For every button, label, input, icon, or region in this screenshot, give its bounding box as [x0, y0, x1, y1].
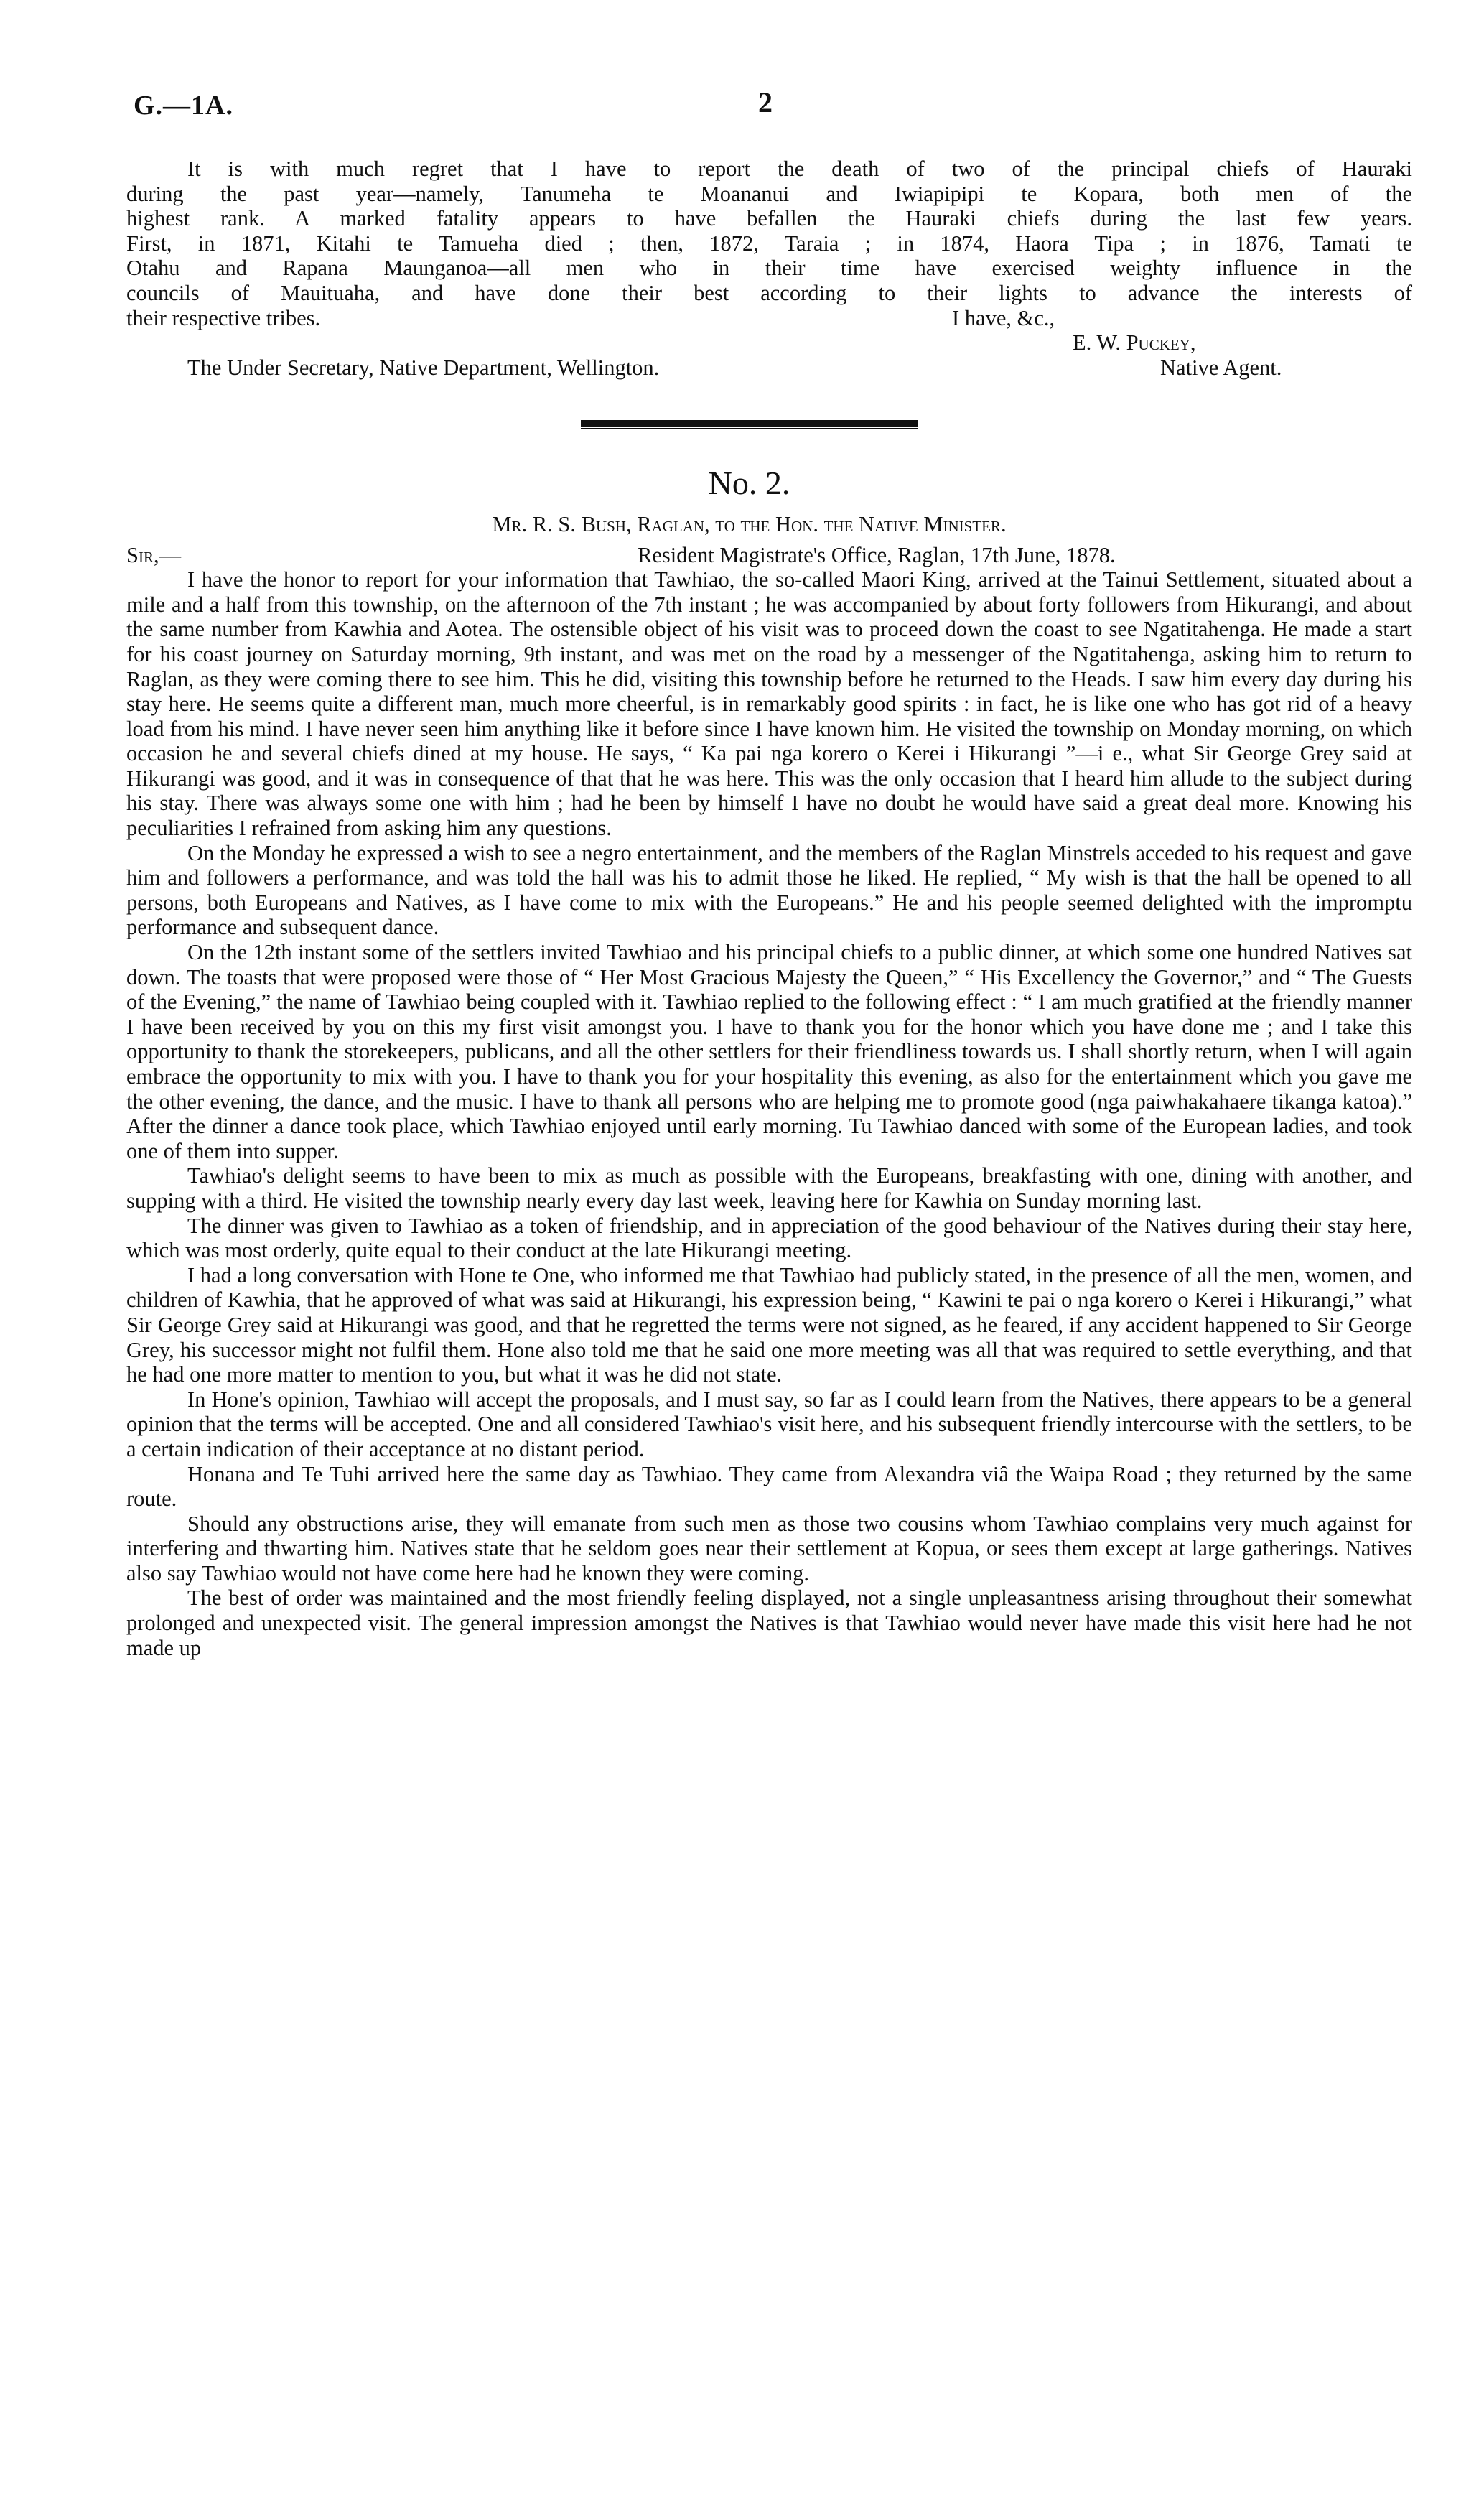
letter-1-line: highest rank. A marked fatality appears to have befallen the Hauraki chiefs during the last few years. — [126, 206, 1412, 231]
letter-1-line: Otahu and Rapana Maunganoa—all men who in their time have exercised weighty influence in the — [126, 256, 1412, 281]
page-header — [126, 86, 1412, 135]
letter-1-line: during the past year—namely, Tanumeha te Moananui and Iwiapipipi te Kopara, both men of the — [126, 181, 1412, 206]
letter-2-body — [126, 567, 1412, 1660]
letter-1-last-line: their respective tribes. — [126, 305, 321, 330]
letter-1-signatory-title: Native Agent. — [1160, 355, 1282, 380]
letter-1-line: First, in 1871, Kitahi te Tamueha died ; then, 1872, Taraia ; in 1874, Haora Tipa ; in 1876, Tamati te — [126, 231, 1412, 256]
letter-1-line: It is with much regret that I have to report the death of two of the principal chiefs of Hauraki — [187, 157, 1412, 181]
body-paragraph: Tawhiao's delight seems to have been to mix as much as possible with the Europeans, breakfasting with one, dining with another, and supping with a third. He visited the township nearly every day last week, leaving here for Kawhia on Sunday morning last. — [126, 1163, 1412, 1213]
body-paragraph: On the 12th instant some of the settlers invited Tawhiao and his principal chiefs to a public dinner, at which some one hundred Natives sat down. The toasts that were proposed were those of “ Her Most Gracious Majesty the Queen,” “ His Excellency the Governor,” and “ The Guests of the Evening,” the name of Tawhiao being coupled with it. Tawhiao replied to the following effect : “ I am much gratified at the friendly manner I have been received by you on this my first visit amongst you. I have to thank you for the honor which you have done me ; and I take this opportunity to thank the storekeepers, publicans, and all the other settlers for their friendliness towards us. I shall shortly return, when I will again embrace the opportunity to mix with you. I have to thank you for your hospitality this evening, as also for the entertainment which you gave me the other evening, the dance, and the music. I have to thank all persons who are helping me to promote good (nga paiwhakahaere tikanga katoa).” After the dinner a dance took place, which Tawhiao enjoyed until early morning. Tu Tawhiao danced with some of the European ladies, and took one of them into supper. — [126, 940, 1412, 1163]
body-paragraph: I had a long conversation with Hone te One, who informed me that Tawhiao had publicly stated, in the presence of all the men, women, and children of Kawhia, that he approved of what was said at Hikurangi, his expression being, “ Kawini te pai o nga korero o Kerei i Hikurangi,” what Sir George Grey said at Hikurangi was good, and that he regretted the terms were not signed, as he feared, if any accident happened to Sir George Grey, his successor might not fulfil them. Hone also told me that he said one more meeting was all that was required to settle everything, and that he had one more matter to mention to you, but what it was he did not state. — [126, 1262, 1412, 1387]
section-divider-rule — [581, 420, 918, 427]
letter-1-closing-row — [126, 306, 1412, 331]
body-paragraph: Should any obstructions arise, they will emanate from such men as those two cousins whom Tawhiao complains very much against for interfering and thwarting him. Natives state that he seldom goes near their settlement at Kopua, or sees them except at large gatherings. Natives also say Tawhiao would not have come here had he known they were coming. — [126, 1511, 1412, 1586]
body-paragraph: The best of order was maintained and the most friendly feeling displayed, not a single unpleasantness arising throughout their somewhat prolonged and unexpected visit. The general impression amongst the Natives is that Tawhiao would never have made this visit here had he not made up — [126, 1586, 1412, 1660]
document-reference: G.—1A. — [134, 90, 233, 121]
body-paragraph: The dinner was given to Tawhiao as a token of friendship, and in appreciation of the good behaviour of the Natives during their stay here, which was most orderly, quite equal to their conduct at the late Hikurangi meeting. — [126, 1213, 1412, 1263]
section-number: No. 2. — [708, 465, 790, 502]
salutation: Sir,— — [126, 542, 182, 567]
letter-1-line: councils of Mauituaha, and have done their best according to their lights to advance the interests of — [126, 280, 1412, 305]
letter-1-closing: I have, &c., — [952, 305, 1055, 330]
letter-1-addressee: The Under Secretary, Native Department, Wellington. — [187, 355, 660, 380]
body-paragraph: Honana and Te Tuhi arrived here the same day as Tawhiao. They came from Alexandra viâ the Waipa Road ; they returned by the same route. — [126, 1461, 1412, 1512]
body-paragraph: I have the honor to report for your information that Tawhiao, the so-called Maori King, arrived at the Tainui Settlement, situated about a mile and a half from this township, on the afternoon of the 7th instant ; he was accompanied by about forty followers from Hikurangi, and about the same number from Kawhia and Aotea. The ostensible object of his visit was to proceed down the coast to see Ngatitahenga. He made a start for his coast journey on Saturday morning, 9th instant, and was met on the road by a messenger of the Ngatitahenga, asking him to return to Raglan, as they were coming there to see him. This he did, visiting this township before he returned to the Heads. I saw him every day during his stay here. He seems quite a different man, much more cheerful, is in remarkably good spirits : in fact, he is like one who has got rid of a heavy load from his mind. I have never seen him anything like it before since I have known him. He visited the township on Monday morning, on which occasion he and several chiefs dined at my house. He says, “ Ka pai nga korero o Kerei i Hikurangi ”—i e., what Sir George Grey said at Hikurangi was good, and it was in consequence of that that he was here. This was the only occasion that I heard him allude to the subject during his stay. There was always some one with him ; had he been by himself I have no doubt he would have said a great deal more. Knowing his peculiarities I refrained from asking him any questions. — [126, 567, 1412, 841]
page-number: 2 — [758, 86, 773, 118]
letter-1-signature: E. W. Puckey, — [1073, 330, 1196, 355]
dateline: Resident Magistrate's Office, Raglan, 17th June, 1878. — [638, 542, 1116, 567]
letter-route: Mr. R. S. Bush, Raglan, to the Hon. the Native Minister. — [492, 511, 1007, 536]
salutation-row — [126, 543, 1412, 568]
body-paragraph: In Hone's opinion, Tawhiao will accept the proposals, and I must say, so far as I could learn from the Natives, there appears to be a general opinion that the terms will be accepted. One and all considered Tawhiao's visit here, and his subsequent friendly intercourse with the settlers, to be a certain indication of their acceptance at no distant period. — [126, 1387, 1412, 1461]
letter-1-body — [126, 157, 1412, 380]
body-paragraph: On the Monday he expressed a wish to see a negro entertainment, and the members of the Raglan Minstrels acceded to his request and gave him and followers a performance, and was told the hall was his to admit those he liked. He replied, “ My wish is that the hall be opened to all persons, both Europeans and Natives, as I have come to mix with the Europeans.” He and his people seemed delighted with the impromptu performance and subsequent dance. — [126, 840, 1412, 940]
letter-1-addressee-row — [126, 355, 1412, 381]
letter-1-signature-row — [126, 330, 1412, 355]
